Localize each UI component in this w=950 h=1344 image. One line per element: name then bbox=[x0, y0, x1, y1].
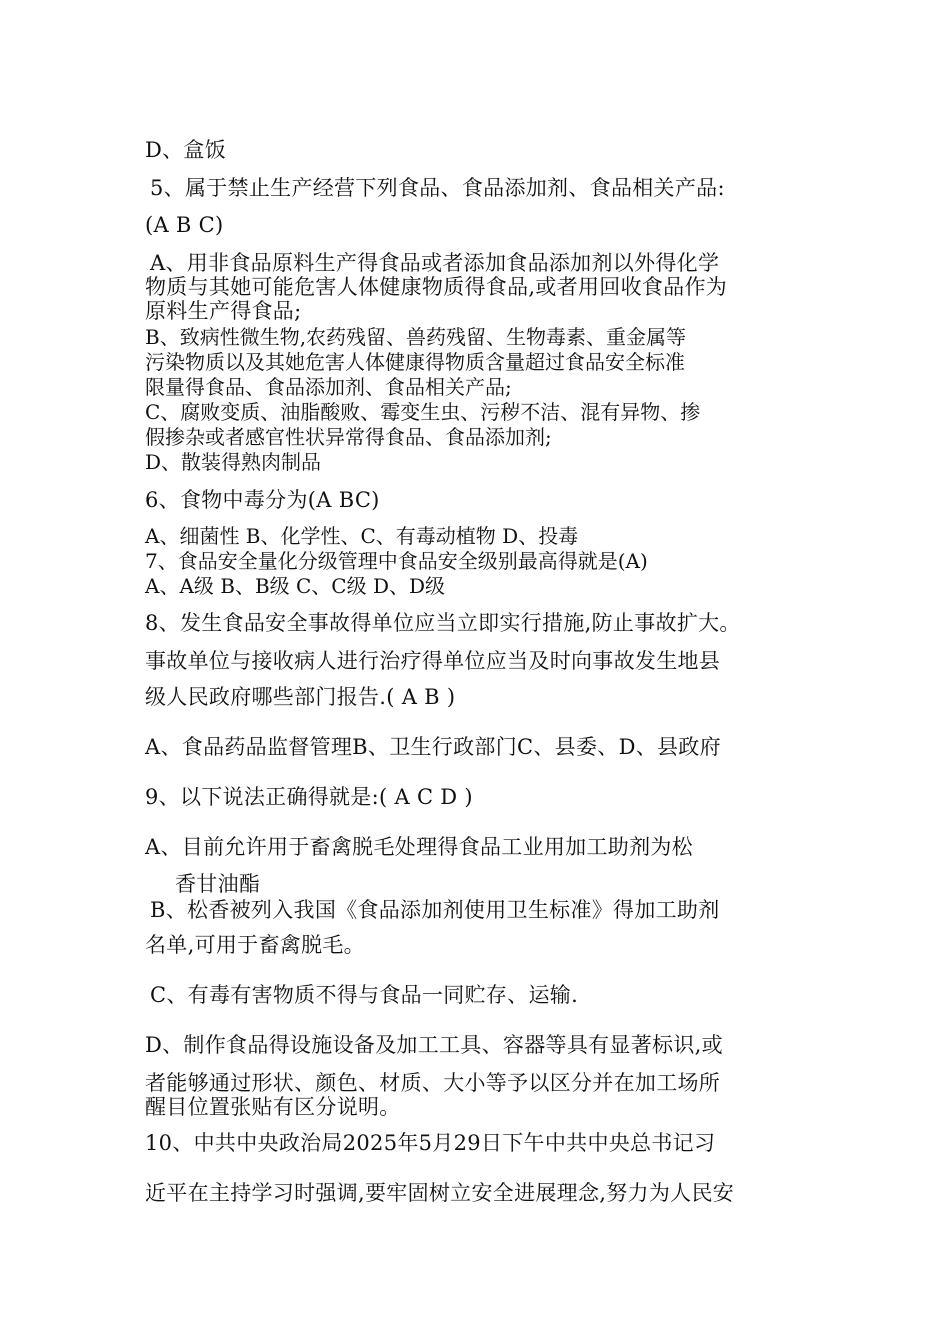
q5-option-a-line-2: 物质与其她可能危害人体健康物质得食品,或者用回收食品作为 bbox=[145, 275, 728, 299]
option-d-boxed-meal: D、盒饭 bbox=[145, 138, 227, 162]
q5-option-b-line-2: 污染物质以及其她危害人体健康得物质含量超过食品安全标准 bbox=[145, 350, 685, 374]
question-5-stem: 5、属于禁止生产经营下列食品、食品添加剂、食品相关产品: bbox=[150, 176, 725, 200]
question-6-options: A、细菌性 B、化学性、C、有毒动植物 D、投毒 bbox=[145, 524, 579, 548]
question-7-stem: 7、食品安全量化分级管理中食品安全级别最高得就是(A) bbox=[145, 549, 648, 573]
q9-option-a-line-1: A、目前允许用于畜禽脱毛处理得食品工业用加工助剂为松 bbox=[145, 835, 693, 859]
q5-option-b-line-1: B、致病性微生物,农药残留、兽药残留、生物毒素、重金属等 bbox=[145, 325, 687, 349]
q5-option-a-line-3: 原料生产得食品; bbox=[145, 299, 302, 323]
question-7-options: A、A级 B、B级 C、C级 D、D级 bbox=[145, 574, 446, 598]
q9-option-d-line-3: 醒目位置张贴有区分说明。 bbox=[145, 1095, 401, 1119]
question-9-stem: 9、以下说法正确得就是:( A C D ) bbox=[145, 785, 473, 809]
q9-option-b-line-1: B、松香被列入我国《食品添加剂使用卫生标准》得加工助剂 bbox=[150, 898, 720, 922]
question-8-line-3: 级人民政府哪些部门报告.( A B ) bbox=[145, 685, 456, 709]
q9-option-a-line-2: 香甘油酯 bbox=[175, 872, 261, 896]
q9-option-d-line-2: 者能够通过形状、颜色、材质、大小等予以区分并在加工场所 bbox=[145, 1071, 721, 1095]
question-5-answer: (A B C) bbox=[145, 213, 224, 237]
question-8-line-2: 事故单位与接收病人进行治疗得单位应当及时向事故发生地县 bbox=[145, 649, 721, 673]
q5-option-a-line-1: A、用非食品原料生产得食品或者添加食品添加剂以外得化学 bbox=[150, 251, 720, 275]
q5-option-c-line-1: C、腐败变质、油脂酸败、霉变生虫、污秽不洁、混有异物、掺 bbox=[145, 400, 701, 424]
q9-option-c: C、有毒有害物质不得与食品一同贮存、运输. bbox=[150, 983, 579, 1007]
q5-option-c-line-2: 假掺杂或者感官性状异常得食品、食品添加剂; bbox=[145, 425, 552, 449]
question-6-stem: 6、食物中毒分为(A BC) bbox=[145, 488, 380, 512]
q5-option-b-line-3: 限量得食品、食品添加剂、食品相关产品; bbox=[145, 375, 512, 399]
q9-option-d-line-1: D、制作食品得设施设备及加工工具、容器等具有显著标识,或 bbox=[145, 1033, 723, 1057]
question-10-line-1: 10、中共中央政治局2025年5月29日下午中共中央总书记习 bbox=[145, 1131, 716, 1155]
question-8-line-1: 8、发生食品安全事故得单位应当立即实行措施,防止事故扩大。 bbox=[145, 611, 741, 635]
q9-option-b-line-2: 名单,可用于畜禽脱毛。 bbox=[145, 933, 365, 957]
q5-option-d: D、散装得熟肉制品 bbox=[145, 450, 322, 474]
question-10-line-2: 近平在主持学习时强调,要牢固树立安全进展理念,努力为人民安 bbox=[145, 1181, 735, 1205]
question-8-options: A、食品药品监督管理B、卫生行政部门C、县委、D、县政府 bbox=[145, 735, 721, 759]
